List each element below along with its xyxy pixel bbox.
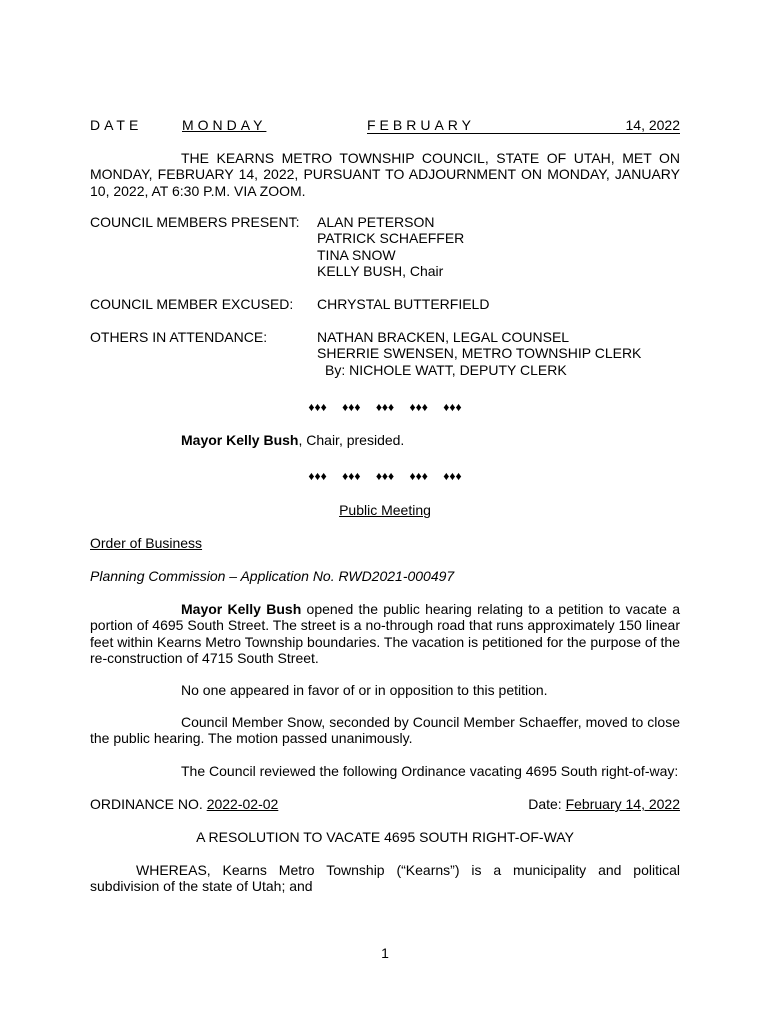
ordinance-date: February 14, 2022: [565, 796, 680, 812]
date-label: DATE: [90, 117, 143, 133]
paragraph: Council Member Snow, seconded by Council Member Schaeffer, moved to close the public hearing. The motion passed unanimously.: [90, 714, 680, 747]
presided-line: [90, 432, 680, 448]
ordinance-date-label: Date:: [528, 796, 566, 812]
ordinance-label: ORDINANCE NO.: [90, 796, 207, 812]
public-meeting-heading: Public Meeting: [339, 502, 431, 518]
separator: ♦♦♦ ♦♦♦ ♦♦♦ ♦♦♦ ♦♦♦: [308, 400, 462, 414]
paragraph: No one appeared in favor of or in opposition to this petition.: [181, 682, 548, 698]
attendee: By: NICHOLE WATT, DEPUTY CLERK: [325, 361, 567, 378]
mayor-name: Mayor Kelly Bush: [181, 601, 302, 617]
ordinance-number: 2022-02-02: [206, 796, 279, 812]
mayor-name: Mayor Kelly Bush: [181, 432, 299, 448]
paragraph: [90, 601, 680, 667]
present-label: COUNCIL MEMBERS PRESENT:: [90, 214, 300, 230]
attendee: NATHAN BRACKEN, LEGAL COUNSEL: [317, 329, 570, 345]
member: ALAN PETERSON: [317, 214, 435, 230]
intro-paragraph: THE KEARNS METRO TOWNSHIP COUNCIL, STATE OF UTAH, MET ON MONDAY, FEBRUARY 14, 2022, PURSUANT TO ADJOURNMENT ON MONDAY, JANUARY 10, 2022, AT 6:30 P.M. VIA ZOOM.: [90, 150, 680, 199]
page-number: 1: [381, 945, 389, 961]
month: FEBRUARY: [367, 117, 626, 134]
member: KELLY BUSH, Chair: [317, 263, 444, 280]
date-header: [90, 117, 680, 134]
member: TINA SNOW: [317, 246, 396, 263]
member: CHRYSTAL BUTTERFIELD: [317, 296, 490, 312]
paragraph: The Council reviewed the following Ordinance vacating 4695 South right-of-way:: [181, 763, 679, 779]
members-excused: [90, 296, 680, 312]
presided-text: , Chair, presided.: [298, 432, 405, 448]
attendee: SHERRIE SWENSEN, METRO TOWNSHIP CLERK: [317, 345, 642, 362]
member: PATRICK SCHAEFFER: [317, 230, 465, 247]
excused-label: COUNCIL MEMBER EXCUSED:: [90, 296, 294, 312]
others-label: OTHERS IN ATTENDANCE:: [90, 329, 268, 345]
date: 14, 2022: [625, 117, 680, 133]
others-attendance: [90, 329, 680, 378]
order-of-business: Order of Business: [90, 535, 203, 551]
day: MONDAY: [182, 117, 267, 133]
ordinance-line: [90, 796, 680, 812]
whereas-paragraph: WHEREAS, Kearns Metro Township (“Kearns”) is a municipality and political subdivision of the state of Utah; and: [90, 862, 680, 895]
planning-heading: Planning Commission – Application No. RWD2021-000497: [90, 568, 455, 584]
section-title: [90, 502, 680, 518]
paragraph-text: opened the public hearing relating to a petition to vacate a portion of 4695 South Street. The street is a no-through road that runs approximately 150 linear feet within Kearns Metro Township boundaries. The vacation is petitioned for the purpose of the re-construction of 4715 South Street.: [90, 601, 680, 667]
members-present: [90, 214, 680, 280]
resolution-title: A RESOLUTION TO VACATE 4695 SOUTH RIGHT-OF-WAY: [196, 829, 574, 845]
separator: ♦♦♦ ♦♦♦ ♦♦♦ ♦♦♦ ♦♦♦: [308, 469, 462, 483]
